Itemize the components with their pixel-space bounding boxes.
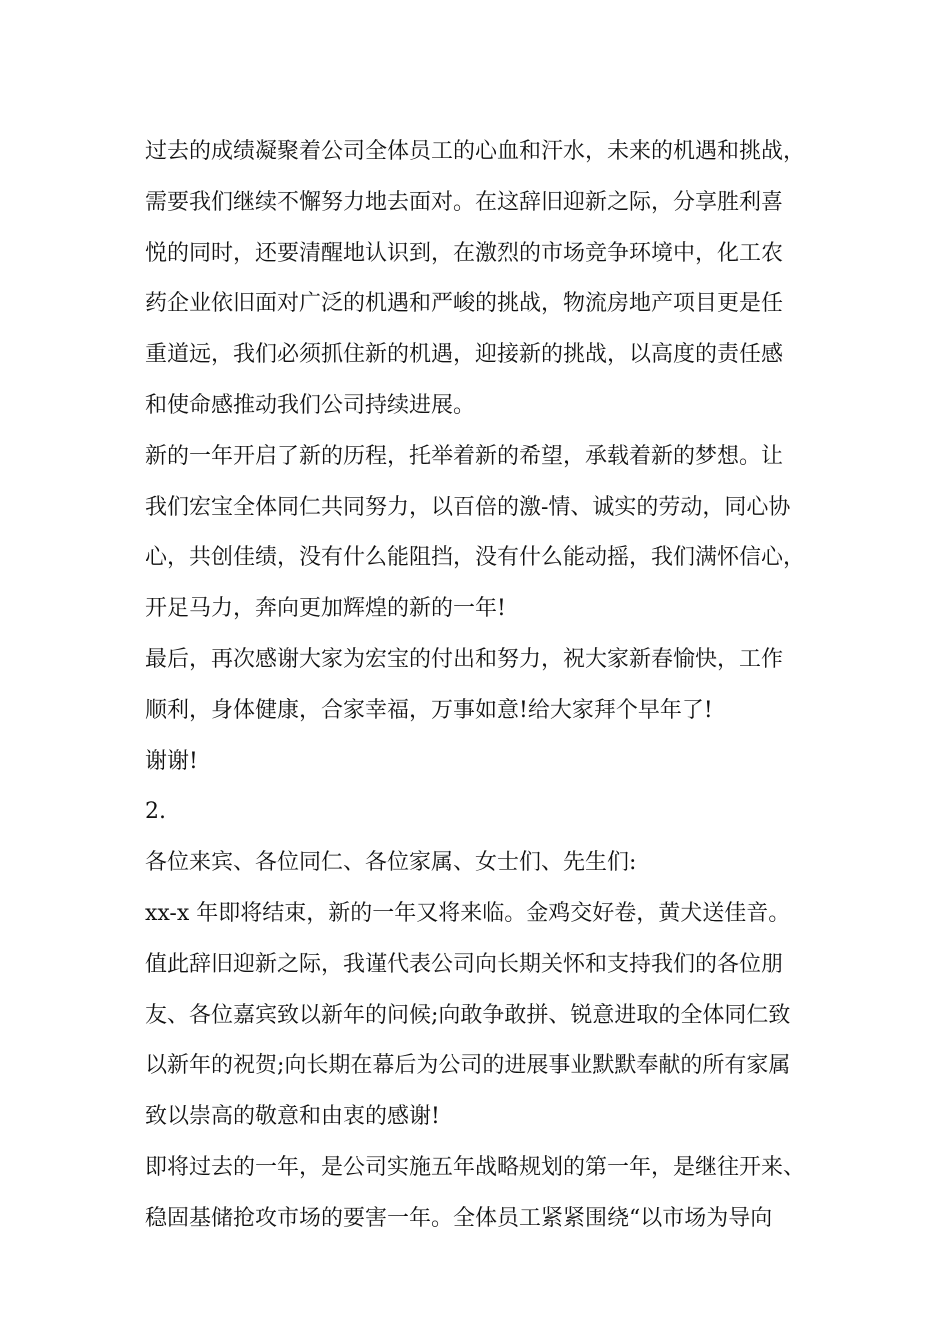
section-number — [145, 787, 815, 838]
text-line: 重道远，我们必须抓住新的机遇，迎接新的挑战，以高度的责任感 — [145, 342, 784, 368]
text-line: 值此辞旧迎新之际，我谨代表公司向长期关怀和支持我们的各位朋 — [145, 951, 784, 977]
document-body — [145, 127, 815, 1245]
text-line: 我们宏宝全体同仁共同努力，以百倍的激-情、诚实的劳动，同心协 — [145, 494, 791, 520]
text-line: 心，共创佳绩，没有什么能阻挡，没有什么能动摇，我们满怀信心， — [145, 545, 806, 571]
text-line: 过去的成绩凝聚着公司全体员工的心血和汗水，未来的机遇和挑战， — [145, 139, 806, 164]
paragraph-greetings — [145, 889, 815, 1143]
text-line: 药企业依旧面对广泛的机遇和严峻的挑战，物流房地产项目更是任 — [145, 291, 784, 317]
text-line: 各位来宾、各位同仁、各位家属、女士们、先生们: — [145, 850, 637, 876]
text-line: 稳固基储抢攻市场的要害一年。全体员工紧紧围绕“以市场为导向 — [145, 1205, 773, 1231]
text-line: 顺利，身体健康，合家幸福，万事如意!给大家拜个早年了! — [145, 697, 713, 723]
text-line: 需要我们继续不懈努力地去面对。在这辞旧迎新之际，分享胜利喜 — [145, 189, 784, 215]
paragraph-thank-you — [145, 737, 815, 788]
text-line: 和使命感推动我们公司持续进展。 — [145, 392, 476, 418]
paragraph-achievements — [145, 127, 815, 432]
text-line: 最后，再次感谢大家为宏宝的付出和努力，祝大家新春愉快，工作 — [145, 646, 784, 672]
text-line: 悦的同时，还要清醒地认识到，在激烈的市场竞争环境中，化工农 — [145, 240, 784, 266]
salutation — [145, 838, 815, 889]
paragraph-thanks-closing — [145, 635, 815, 737]
text-line: 2. — [145, 799, 166, 825]
text-line: 致以崇高的敬意和由衷的感谢! — [145, 1104, 440, 1130]
text-line: 以新年的祝贺;向长期在幕后为公司的进展事业默默奉献的所有家属 — [145, 1053, 791, 1079]
paragraph-strategy — [145, 1143, 815, 1245]
text-line: 即将过去的一年，是公司实施五年战略规划的第一年，是继往开来、 — [145, 1154, 806, 1180]
text-line: 友、各位嘉宾致以新年的问候;向敢争敢拼、锐意进取的全体同仁致 — [145, 1002, 791, 1028]
paragraph-new-year — [145, 432, 815, 635]
text-line: 新的一年开启了新的历程，托举着新的希望，承载着新的梦想。让 — [145, 443, 784, 469]
text-line: 开足马力，奔向更加辉煌的新的一年! — [145, 596, 506, 622]
text-line: 谢谢! — [145, 748, 198, 774]
text-line: xx-x 年即将结束，新的一年又将来临。金鸡交好卷，黄犬送佳音。 — [145, 900, 791, 926]
